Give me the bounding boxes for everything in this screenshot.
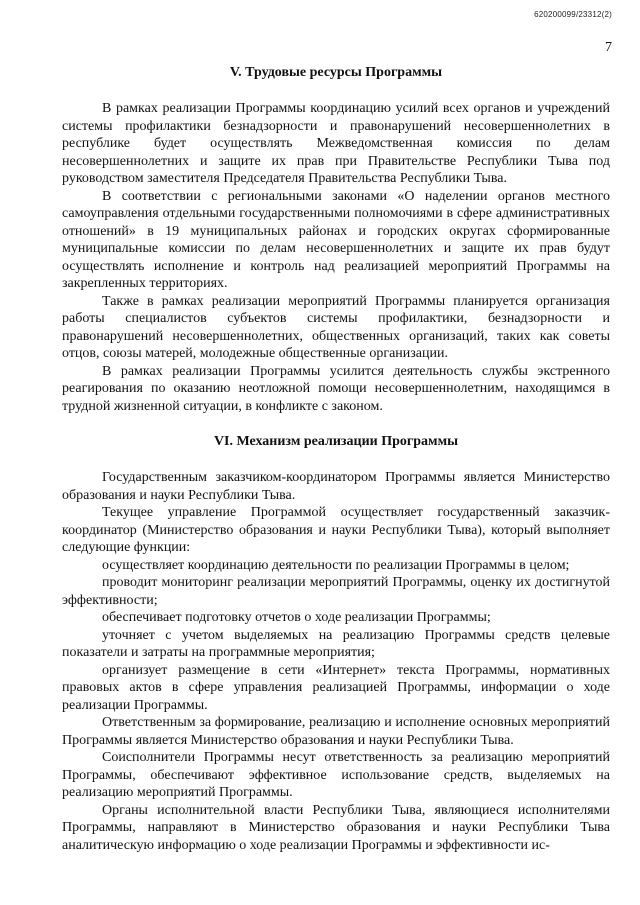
paragraph: Органы исполнительной власти Республики Тыва, являющиеся исполнителями Программы, направляют в Министерство образования и науки Республики Тыва аналитическую информацию о ходе реализации Программы и эффективности ис- bbox=[62, 802, 610, 853]
list-item-function: проводит мониторинг реализации мероприятий Программы, оценку их достигнутой эффективности; bbox=[62, 575, 610, 608]
section-heading-labor-resources: V. Трудовые ресурсы Программы bbox=[229, 65, 443, 80]
paragraph: Текущее управление Программой осуществляет государственный заказчик-координатор (Министерство образования и науки Республики Тыва), который выполняет следующие функции: bbox=[62, 505, 610, 555]
paragraph: В соответствии с региональными законами «О наделении органов местного самоуправления отдельными государственными полномочиями в сфере административных отношений» в 19 муниципальных районах и городских округах сформированные муниципальные комиссии по делам несовершеннолетних и защите их прав будут осуществлять исполнение и контроль над реализацией мероприятий Программы на закрепленных территориях. bbox=[62, 188, 610, 291]
paragraph: Государственным заказчиком-координатором Программы является Министерство образования и науки Республики Тыва. bbox=[62, 470, 610, 503]
paragraph: Также в рамках реализации мероприятий Программы планируется организация работы специалистов субъектов системы профилактики, безнадзорности и правонарушений несовершеннолетних, общественных организаций, таких как советы отцов, союзы матерей, молодежные общественные организации. bbox=[62, 293, 610, 361]
section-heading-implementation-mechanism: VI. Механизм реализации Программы bbox=[213, 434, 459, 449]
list-item-function: обеспечивает подготовку отчетов о ходе реализации Программы; bbox=[102, 610, 491, 625]
paragraph: Соисполнители Программы несут ответственность за реализацию мероприятий Программы, обеспечивают эффективное использование средств, выделяемых на реализацию мероприятий Программы. bbox=[62, 750, 610, 800]
list-item-function: уточняет с учетом выделяемых на реализацию Программы средств целевые показатели и затраты на программные мероприятия; bbox=[62, 627, 610, 660]
page-number: 7 bbox=[605, 40, 612, 55]
document-code: 620200099/23312(2) bbox=[534, 10, 612, 19]
list-item-function: осуществляет координацию деятельности по реализации Программы в целом; bbox=[102, 557, 570, 573]
paragraph: В рамках реализации Программы усилится деятельность службы экстренного реагирования по оказанию неотложной помощи несовершеннолетним, находящимся в трудной жизненной ситуации, в конфликте с законом. bbox=[62, 363, 610, 414]
paragraph: Ответственным за формирование, реализацию и исполнение основных мероприятий Программы является Министерство образования и науки Республики Тыва. bbox=[62, 715, 610, 748]
paragraph: В рамках реализации Программы координацию усилий всех органов и учреждений системы профилактики безнадзорности и правонарушений несовершеннолетних в республике будет осуществлять Межведомственная комиссия по делам несовершеннолетних и защите их прав при Правительстве Республики Тыва под руководством заместителя Председателя Правительства Республики Тыва. bbox=[62, 101, 610, 186]
list-item-function: организует размещение в сети «Интернет» текста Программы, нормативных правовых актов в сфере управления реализацией Программы, информации о ходе реализации Программы. bbox=[62, 662, 610, 713]
document-body bbox=[62, 64, 610, 854]
